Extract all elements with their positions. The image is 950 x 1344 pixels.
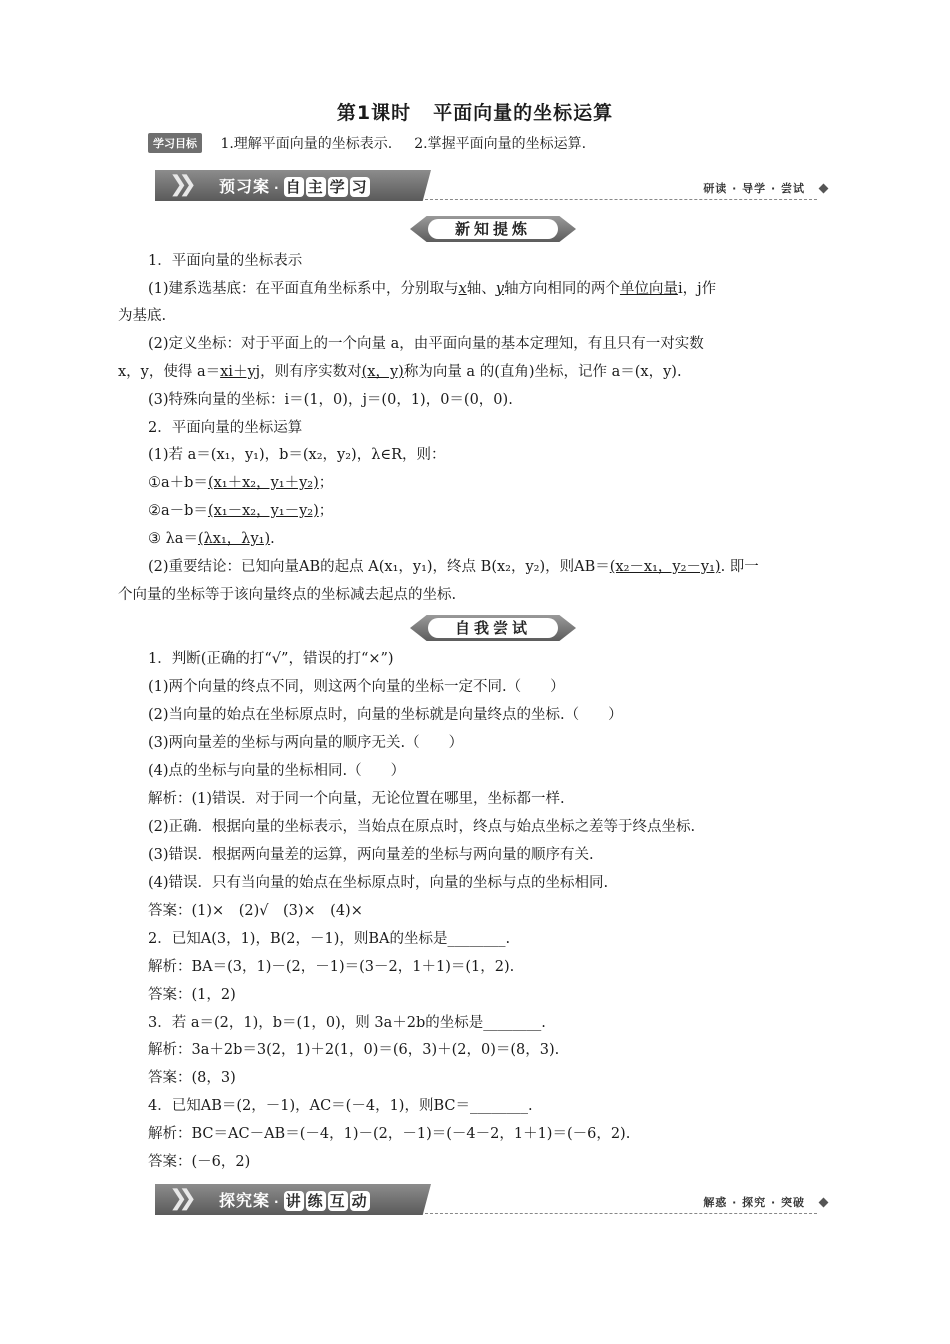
text-line: 解析：BA＝(3，1)－(2，－1)＝(3－2，1＋1)＝(1，2).: [148, 959, 515, 975]
lesson-topic: 平面向量的坐标运算: [433, 102, 614, 124]
double-chevron-icon: ❯❯: [169, 172, 188, 197]
text-line: 解析：(1)错误．对于同一个向量，无论位置在哪里，坐标都一样.: [148, 791, 565, 807]
section-banner-explore: [155, 1184, 827, 1218]
text-line: 解析：3a＋2b＝3(2，1)＋2(1，0)＝(6，3)＋(2，0)＝(8，3).: [148, 1042, 560, 1058]
text-line: 1．平面向量的坐标表示: [148, 253, 303, 269]
banner-char: 动: [351, 1192, 368, 1210]
text-line: 答案：(8，3): [148, 1070, 236, 1086]
banner-subtitle: 解惑 · 探究 · 突破: [703, 1196, 805, 1209]
text-line: (1)建系选基底：在平面直角坐标系中，分别取与x轴、y轴方向相同的两个单位向量i，j作: [148, 281, 717, 297]
text-line: (1)若 a＝(x₁，y₁)，b＝(x₂，y₂)，λ∈R，则：: [148, 447, 446, 463]
section-banner-preview: [155, 170, 827, 204]
text-line: 4．已知AB＝(2，－1)，AC＝(－4，1)，则BC＝________.: [148, 1098, 533, 1114]
learning-goals: [148, 133, 586, 153]
text-line: (2)定义坐标：对于平面上的一个向量 a，由平面向量的基本定理知，有且只有一对实数: [148, 336, 704, 352]
text-line: ①a＋b＝(x₁＋x₂，y₁＋y₂)；: [148, 475, 334, 491]
page-title: [0, 98, 950, 125]
goal-item-2: 2.掌握平面向量的坐标运算.: [414, 136, 587, 152]
banner-char: 互: [329, 1192, 346, 1210]
section-pill-new-knowledge: [410, 216, 576, 242]
text-line: 个向量的坐标等于该向量终点的坐标减去起点的坐标.: [118, 587, 457, 603]
banner-char: 练: [307, 1192, 324, 1210]
text-line: (3)错误．根据两向量差的运算，两向量差的坐标与两向量的顺序有关.: [148, 847, 594, 863]
text-line: (3)两向量差的坐标与两向量的顺序无关.（ ）: [148, 735, 464, 751]
double-chevron-icon: ❯❯: [169, 1186, 188, 1211]
pill-label: 新知提炼: [428, 219, 558, 239]
text-line: 解析：BC＝AC－AB＝(－4，1)－(2，－1)＝(－4－2，1＋1)＝(－6，2).: [148, 1126, 631, 1142]
section-pill-self-try: [410, 615, 576, 641]
text-line: 2．平面向量的坐标运算: [148, 420, 303, 436]
text-line: (2)重要结论：已知向量AB的起点 A(x₁，y₁)，终点 B(x₂，y₂)，则AB＝(x₂－x₁，y₂－y₁). 即一: [148, 559, 759, 575]
banner-subtitle: 研读 · 导学 · 尝试: [703, 182, 805, 195]
goal-item-1: 1.理解平面向量的坐标表示.: [220, 136, 393, 152]
text-line: ③ λa＝(λx₁，λy₁).: [148, 531, 275, 547]
banner-char: 自: [285, 178, 302, 196]
text-line: (1)两个向量的终点不同，则这两个向量的坐标一定不同.（ ）: [148, 679, 565, 695]
banner-label: 预习案: [219, 177, 271, 196]
text-line: (2)正确．根据向量的坐标表示，当始点在原点时，终点与始点坐标之差等于终点坐标.: [148, 819, 696, 835]
diamond-icon: [819, 1198, 829, 1208]
text-line: x，y，使得 a＝xi＋yj，则有序实数对(x，y)称为向量 a 的(直角)坐标，记作 a＝(x，y).: [118, 364, 682, 380]
text-line: 3．若 a＝(2，1)，b＝(1，0)，则 3a＋2b的坐标是________.: [148, 1015, 546, 1031]
text-line: (3)特殊向量的坐标：i＝(1，0)，j＝(0，1)，0＝(0，0).: [148, 392, 513, 408]
banner-dot: ·: [274, 1195, 280, 1209]
text-line: 答案：(1，2): [148, 987, 236, 1003]
banner-label: 探究案: [219, 1191, 271, 1210]
text-line: 为基底.: [118, 308, 167, 324]
text-line: 1．判断(正确的打“√”，错误的打“×”): [148, 651, 394, 667]
banner-char: 讲: [285, 1192, 302, 1210]
text-line: (2)当向量的始点在坐标原点时，向量的坐标就是向量终点的坐标.（ ）: [148, 707, 623, 723]
goals-badge: 学习目标: [148, 133, 202, 153]
text-line: 答案：(1)× (2)√ (3)× (4)×: [148, 903, 363, 919]
text-line: 2．已知A(3，1)，B(2，－1)，则BA的坐标是________.: [148, 931, 511, 947]
diamond-icon: [819, 184, 829, 194]
lesson-number: 第1课时: [336, 102, 412, 124]
banner-char: 主: [307, 178, 324, 196]
text-line: (4)点的坐标与向量的坐标相同.（ ）: [148, 763, 406, 779]
banner-char: 学: [329, 178, 346, 196]
banner-dot: ·: [274, 181, 280, 195]
text-line: ②a－b＝(x₁－x₂，y₁－y₂)；: [148, 503, 334, 519]
pill-label: 自我尝试: [428, 618, 558, 638]
text-line: (4)错误．只有当向量的始点在坐标原点时，向量的坐标与点的坐标相同.: [148, 875, 609, 891]
banner-char: 习: [351, 178, 368, 196]
text-line: 答案：(－6，2): [148, 1154, 251, 1170]
